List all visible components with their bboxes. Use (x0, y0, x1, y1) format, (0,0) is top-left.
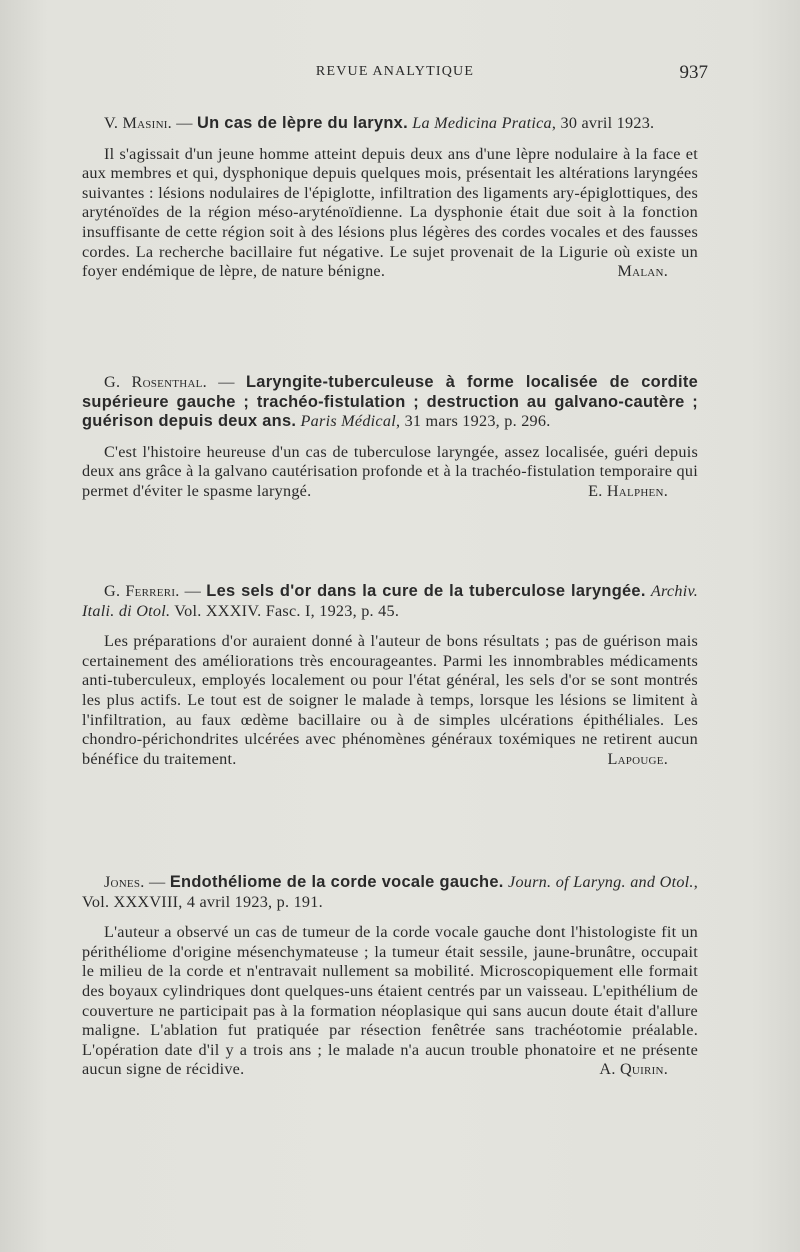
article-source: Journ. of Laryng. and Otol. (508, 873, 694, 891)
article-jones (82, 873, 698, 1080)
article-source: La Medicina Pratica (412, 114, 552, 132)
article-author: V. Masini. (104, 114, 172, 132)
article-abstract (82, 443, 698, 502)
article-author: G. Ferreri. (104, 582, 180, 600)
page-number: 937 (679, 62, 708, 83)
article-masini (82, 114, 698, 282)
article-source: Archiv. Itali. di Otol. (82, 582, 698, 620)
reviewer-signature: Malan. (617, 262, 668, 281)
article-rosenthal (82, 373, 698, 502)
article-title: Laryngite-tuberculeuse à forme localisée de cordite supérieure gauche ; trachéo-fistulation ; destruction au galvano-cautère ; guérison depuis deux ans. (82, 373, 699, 431)
article-title: Endothéliome de la corde vocale gauche. (169, 873, 504, 891)
reviewer-signature: Lapouge. (607, 749, 668, 768)
reviewer-signature: E. Halphen. (588, 481, 668, 500)
article-heading (82, 114, 698, 134)
abstract-text: Il s'agissait d'un jeune homme atteint depuis deux ans d'une lèpre nodulaire à la face et aux membres et qui, dysphonique depuis quelques mois, présentait les altérations laryngées suivantes : lésions nodulaires de l'épiglotte, infiltration des ligaments ary-épiglottiques, des aryténoïdes de la région méso-aryténoïdienne. La dysphonie était due soit à la fonction insuffisante de cette région soit à des lésions plus légères des cordes vocales et des fausses cordes. La recherche bacillaire fut négative. Le sujet provenait de la Ligurie où existe un foyer endémique de lèpre, de nature bénigne. (82, 144, 698, 281)
heading-dash: — (206, 373, 246, 391)
heading-dash: — (171, 114, 197, 132)
article-heading (82, 582, 698, 621)
article-title: Un cas de lèpre du larynx. (197, 114, 408, 132)
reviewer-signature: A. Quirin. (599, 1060, 668, 1079)
article-author: G. Rosenthal. (104, 373, 207, 391)
article-abstract (82, 632, 698, 769)
article-source-details: , 31 mars 1923, p. 296. (395, 412, 551, 431)
abstract-text: L'auteur a observé un cas de tumeur de la corde vocale gauche dont l'histologiste fit un périthéliome d'origine mésenchymateuse ; la tumeur était sessile, jaune-brunâtre, occupait le milieu de la corde et n'entravait nullement sa mobilité. Microscopiquement elle formait des boyaux cylindriques dont quelques-uns étaient centrés par un vaisseau. L'epithélium de couverture ne participait pas à la formation néoplasique qui sans aucun doute était d'allure maligne. L'ablation fut pratiquée par résection fenêtrée sans trachéotomie préalable. L'opération date d'il y a trois ans ; le malade n'a aucun trouble phonatoire et ne présente aucun signe de récidive. (82, 923, 698, 1079)
article-heading (82, 873, 698, 912)
article-source-details: , 30 avril 1923. (551, 114, 655, 132)
abstract-text: C'est l'histoire heureuse d'un cas de tuberculose laryngée, assez localisée, guéri depuis deux ans grâce à la galvano cautérisation profonde et à la trachéo-fistulation temporaire qui permet d'éviter le spasme laryngé. (82, 442, 698, 500)
abstract-text: Les préparations d'or auraient donné à l'auteur de bons résultats ; pas de guérison mais certainement des améliorations très encourageantes. Parmi les innombrables médicaments anti-tuberculeux, employés localement ou pour l'état général, les sels d'or se sont montrés les plus actifs. Le tout est de soigner le malade à temps, lorsque les lésions se limitent à l'infiltration, au faux œdème bacillaire ou à de simples ulcérations épithéliales. Les chondro-périchondrites ulcérées avec phénomènes généraux toxémiques ne retirent aucun bénéfice du traitement. (82, 632, 698, 768)
article-title: Les sels d'or dans la cure de la tuberculose laryngée. (206, 582, 646, 600)
article-source: Paris Médical (300, 412, 396, 431)
article-ferreri (82, 582, 698, 769)
article-abstract (82, 923, 698, 1080)
article-source-details: Vol. XXXIV. Fasc. I, 1923, p. 45. (170, 601, 400, 620)
heading-dash: — (179, 582, 207, 600)
article-abstract (82, 145, 698, 282)
heading-dash: — (144, 873, 170, 891)
article-heading (82, 373, 698, 432)
article-source-details: , Vol. XXXVIII, 4 avril 1923, p. 191. (82, 873, 699, 911)
article-author: Jones. (104, 873, 145, 891)
running-title: REVUE ANALYTIQUE (315, 64, 475, 79)
page-header (82, 62, 708, 86)
